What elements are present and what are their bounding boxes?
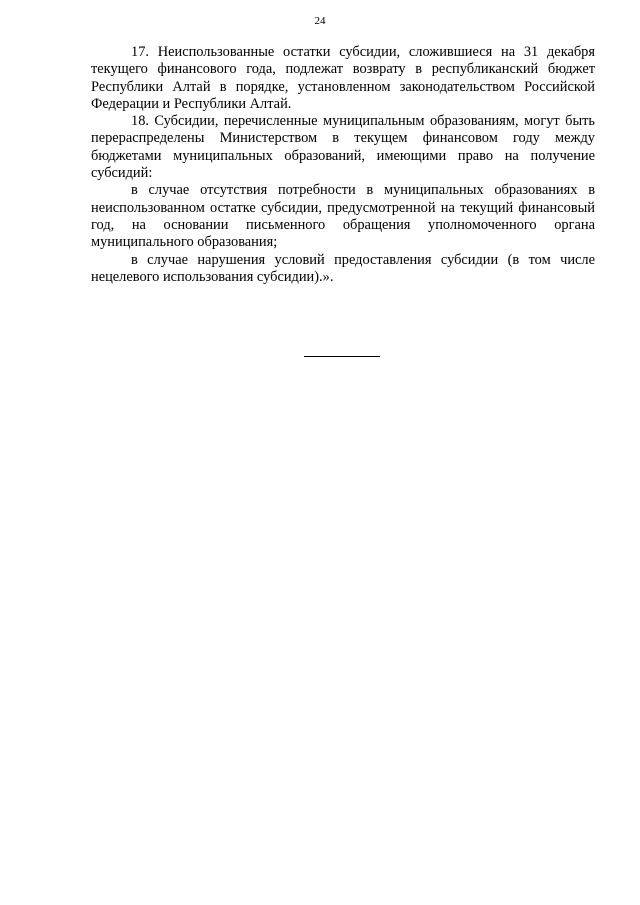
page-number: 24 <box>314 15 326 27</box>
closing-divider <box>304 356 380 357</box>
paragraph-18-case-violation: в случае нарушения условий предоставления субсидии (в том числе нецелевого использования субсидии).». <box>91 251 595 285</box>
paragraph-18: 18. Субсидии, перечисленные муниципальным образованиям, могут быть перераспределены Министерством в текущем финансовом году между бюджетами муниципальных образований, имеющими право на получение субсидий: <box>91 113 595 182</box>
paragraph-17: 17. Неиспользованные остатки субсидии, сложившиеся на 31 декабря текущего финансового года, подлежат возврату в республиканский бюджет Республики Алтай в порядке, установленном законодательством Российской Федерации и Республики Алтай. <box>91 44 595 112</box>
paragraph-18-case-no-need: в случае отсутствия потребности в муниципальных образованиях в неиспользованном остатке субсидии, предусмотренной на текущий финансовый год, на основании письменного обращения уполномоченного органа муниципального образования; <box>91 182 595 251</box>
document-body <box>91 44 595 286</box>
